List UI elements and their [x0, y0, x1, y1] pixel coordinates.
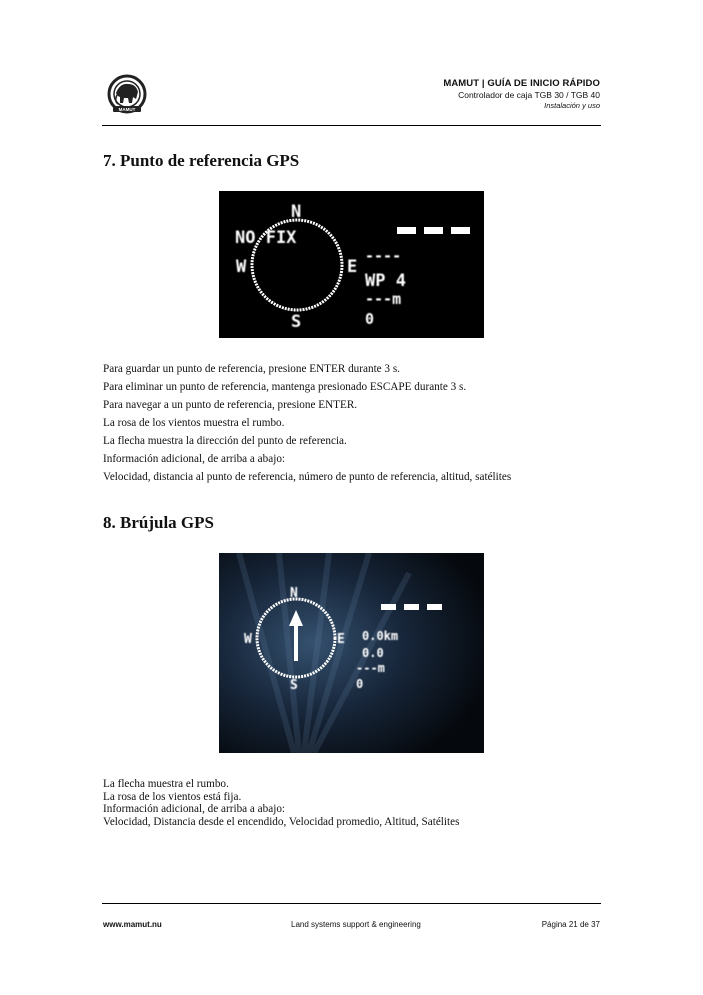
text-line: Velocidad, distancia al punto de referencia, número de punto de referencia, altitud, satélites: [103, 471, 512, 483]
compass-east: E: [347, 257, 358, 277]
footer-website[interactable]: www.mamut.nu: [103, 920, 162, 929]
text-line: Información adicional, de arriba a abajo:: [103, 803, 286, 815]
header-subtitle: Controlador de caja TGB 30 / TGB 40: [458, 90, 600, 100]
logo-text: MAMUT: [118, 107, 136, 112]
info-line-3: ---m: [356, 661, 385, 675]
text-line: La flecha muestra el rumbo.: [103, 778, 229, 790]
text-line: La rosa de los vientos muestra el rumbo.: [103, 417, 285, 429]
text-line: Información adicional, de arriba a abajo:: [103, 453, 286, 465]
gps-status: NO FIX: [235, 228, 297, 248]
header-section: Instalación y uso: [544, 101, 600, 110]
footer-page-number: Página 21 de 37: [541, 920, 600, 929]
info-line-2: 0.0: [362, 646, 384, 660]
info-line-2: WP 4: [365, 271, 406, 291]
text-line: Para navegar a un punto de referencia, presione ENTER.: [103, 399, 358, 411]
compass-south: S: [291, 312, 302, 332]
mamut-logo: [102, 73, 152, 115]
compass-north: N: [290, 586, 298, 601]
text-line: Velocidad, Distancia desde el encendido, Velocidad promedio, Altitud, Satélites: [103, 815, 460, 828]
section-7-heading: 7. Punto de referencia GPS: [103, 151, 300, 170]
info-line-1: ----: [365, 247, 402, 265]
section-7-text: [103, 360, 511, 486]
compass-west: W: [244, 632, 252, 647]
header-rule: [102, 125, 601, 126]
section-8-text: [103, 778, 459, 828]
gps-waypoint-screen: [219, 191, 484, 338]
compass-south: S: [290, 678, 298, 693]
footer-rule: [102, 903, 601, 904]
text-line: Para eliminar un punto de referencia, mantenga presionado ESCAPE durante 3 s.: [103, 381, 467, 393]
compass-east: E: [337, 632, 345, 647]
section-8-heading: 8. Brújula GPS: [103, 513, 214, 532]
info-line-1: 0.0km: [362, 629, 399, 643]
gps-compass-screen: [219, 553, 484, 753]
compass-west: W: [236, 257, 247, 277]
info-line-3: ---m: [365, 290, 402, 308]
top-dashes-indicator: [381, 604, 442, 610]
text-line: Para guardar un punto de referencia, presione ENTER durante 3 s.: [103, 363, 400, 375]
info-line-4: 0: [356, 677, 364, 691]
top-dashes-indicator: [397, 227, 470, 234]
compass-north: N: [291, 202, 302, 222]
info-line-4: 0: [365, 310, 375, 328]
text-line: La flecha muestra la dirección del punto de referencia.: [103, 435, 347, 447]
footer-tagline: Land systems support & engineering: [291, 920, 421, 929]
header-title: MAMUT | GUÍA DE INICIO RÁPIDO: [443, 78, 600, 89]
text-line: La rosa de los vientos está fija.: [103, 790, 242, 803]
